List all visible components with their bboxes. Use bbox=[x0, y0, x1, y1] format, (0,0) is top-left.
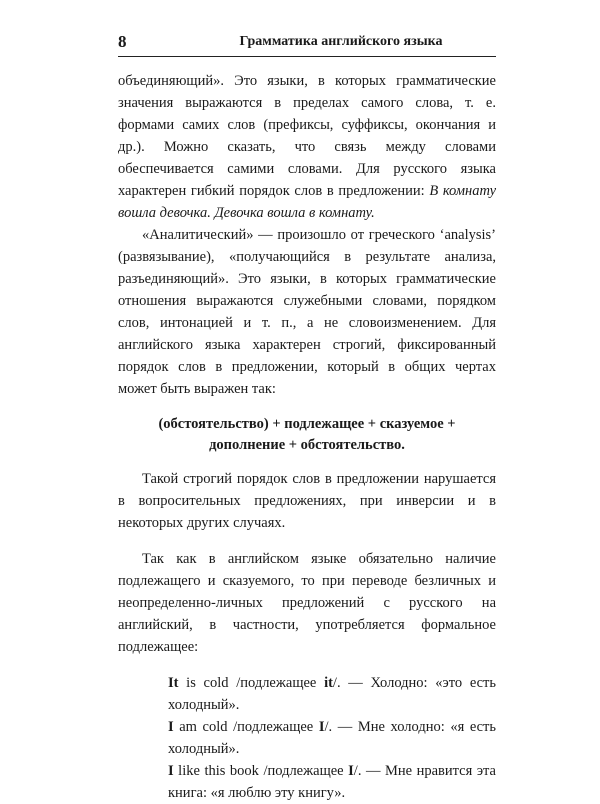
example-1-subject: It bbox=[168, 675, 179, 691]
example-1 bbox=[168, 672, 496, 716]
formula-line-1: (обстоятельство) + подлежащее + сказуемое + bbox=[158, 416, 456, 432]
example-1-text-a: is cold /подлежащее bbox=[178, 675, 325, 691]
page-number: 8 bbox=[118, 32, 127, 51]
example-3-text-b: /. — Мне нравится эта книга: «я люблю эту книгу». bbox=[168, 763, 496, 801]
example-3-text-a: like this book /подлежащее bbox=[173, 763, 349, 779]
paragraph-1-text: объединяющий». Это языки, в которых грамматические значения выражаются в пределах самого слова, т. е. формами самих слов (префиксы, суффиксы, окончания и др.). Можно сказать, что связь между словами обеспечивается самими словами. Для русского языка характерен гибкий порядок слов в предложении: bbox=[118, 73, 496, 199]
example-2-text-b: /. — Мне холодно: «я есть холодный». bbox=[168, 719, 497, 757]
paragraph-2: «Аналитический» — произошло от греческого ‘analysis’ (развязывание), «получающийся в результате анализа, разъединяющий». Это языки, в которых грамматические отношения выражаются служебными словами, порядком слов, интонацией и т. п., а не словоизменением. Для английского языка характерен строгий, фиксированный порядок слов в предложении, который в общих чертах может быть выражен так: bbox=[118, 227, 496, 397]
example-3-subject: I bbox=[168, 763, 174, 779]
page-body bbox=[118, 70, 496, 804]
word-order-formula bbox=[118, 414, 496, 456]
example-1-text-b: /. — Холодно: «это есть холодный». bbox=[168, 675, 497, 713]
paragraph-1-example: В комнату вошла девочка. Девочка вошла в комнату. bbox=[118, 183, 497, 221]
example-3 bbox=[168, 760, 496, 804]
paragraph-3: Такой строгий порядок слов в предложении нарушается в вопросительных предложениях, при инверсии и в некоторых других случаях. bbox=[118, 471, 496, 531]
example-3-subject-note: I bbox=[348, 763, 354, 779]
page-header bbox=[118, 28, 496, 57]
paragraph-1 bbox=[118, 70, 496, 224]
example-2-subject: I bbox=[168, 719, 174, 735]
example-2-text-a: am cold /подлежащее bbox=[173, 719, 319, 735]
example-2 bbox=[168, 716, 496, 760]
example-2-subject-note: I bbox=[318, 719, 325, 735]
formula-line-2: дополнение + обстоятельство. bbox=[209, 437, 405, 453]
running-title: Грамматика английского языка bbox=[239, 34, 443, 49]
example-1-subject-note: it bbox=[324, 675, 333, 691]
paragraph-4: Так как в английском языке обязательно наличие подлежащего и сказуемого, то при переводе безличных и неопределенно-личных предложений с русского на английский, в частности, употребляется формальное подлежащее: bbox=[118, 551, 496, 655]
